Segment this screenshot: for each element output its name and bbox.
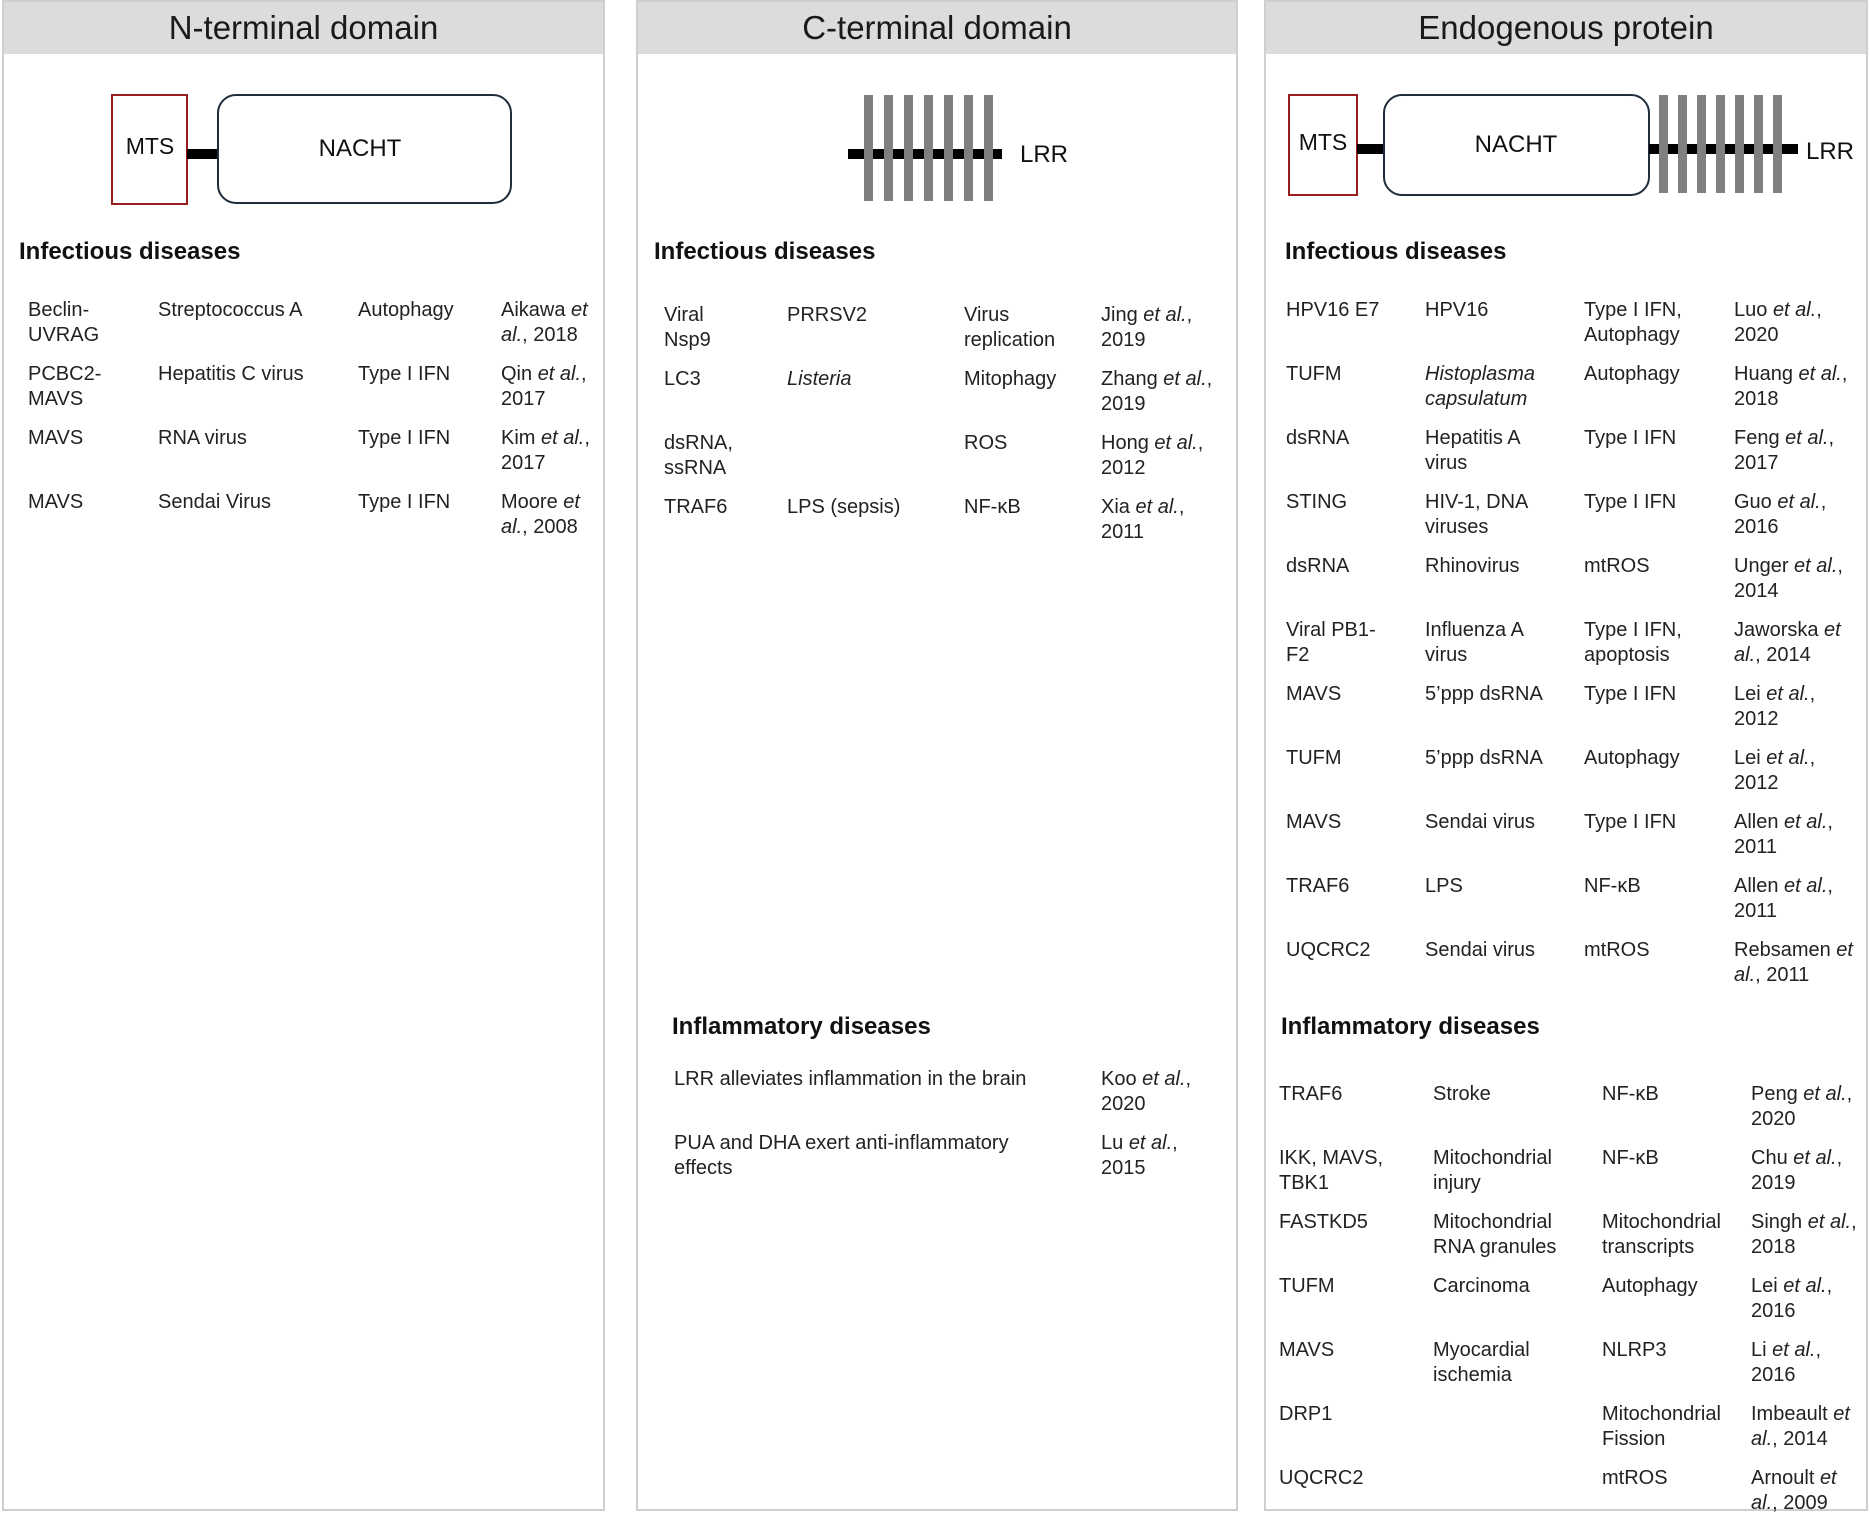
target: TRAF6 — [1279, 1083, 1343, 1105]
effect: Autophagy — [358, 299, 454, 321]
effect: NF-κB — [1602, 1083, 1659, 1105]
agent: HPV16 — [1425, 299, 1489, 321]
ref-year: , 2020 — [1101, 1068, 1192, 1115]
reference: Hong et al., 2012 — [1101, 432, 1204, 479]
effect: NF-κB — [1584, 875, 1641, 897]
ref-year: , 2011 — [1101, 496, 1185, 543]
reference: Aikawa et al., 2018 — [501, 299, 588, 346]
target: IKK, MAVS, TBK1 — [1279, 1147, 1384, 1194]
lrr-repeat — [944, 95, 953, 201]
ref-author: Aikawa — [501, 299, 572, 321]
ref-year: , 2018 — [1734, 363, 1848, 410]
reference: Zhang et al., 2019 — [1101, 368, 1213, 415]
panel-title: C-terminal domain — [638, 2, 1236, 54]
ref-author: Xia — [1101, 496, 1136, 518]
ref-author: Kim — [501, 427, 541, 449]
agent: Listeria — [787, 368, 852, 390]
ref-author: Jing — [1101, 304, 1144, 326]
effect: ROS — [964, 432, 1008, 454]
lrr-repeat — [1754, 95, 1763, 193]
ref-author: Huang — [1734, 363, 1799, 385]
ref-author: Koo — [1101, 1068, 1143, 1090]
target: FASTKD5 — [1279, 1211, 1368, 1233]
reference: Jaworska et al., 2014 — [1734, 619, 1841, 666]
reference: Singh et al., 2018 — [1751, 1211, 1857, 1258]
agent: Myocardial ischemia — [1433, 1339, 1530, 1386]
effect: Type I IFN — [358, 363, 451, 385]
infectious-heading: Infectious diseases — [1285, 238, 1507, 265]
c-terminal-domain-diagram — [638, 2, 1236, 232]
agent: Mitochondrial injury — [1433, 1147, 1552, 1194]
effect: NF-κB — [964, 496, 1021, 518]
target: Viral Nsp9 — [664, 304, 711, 351]
lrr-repeat — [924, 95, 933, 201]
ref-year: , 2011 — [1734, 811, 1833, 858]
ref-author: Hong — [1101, 432, 1155, 454]
effect: Autophagy — [1584, 363, 1680, 385]
ref-author: Allen — [1734, 811, 1785, 833]
target: TRAF6 — [1286, 875, 1350, 897]
n-terminal-domain-diagram — [4, 2, 603, 232]
agent: 5’ppp dsRNA — [1425, 747, 1543, 769]
lrr-repeat — [964, 95, 973, 201]
effect: Autophagy — [1584, 747, 1680, 769]
agent: Influenza A virus — [1425, 619, 1524, 666]
agent: Streptococcus A — [158, 299, 303, 321]
ref-author: Arnoult — [1751, 1467, 1820, 1489]
reference: Lei et al., 2016 — [1751, 1275, 1833, 1322]
ref-year: , 2017 — [501, 363, 587, 410]
lrr-repeat — [1773, 95, 1782, 193]
agent: HIV-1, DNA viruses — [1425, 491, 1529, 538]
lrr-repeats — [864, 95, 993, 201]
lrr-repeat — [864, 95, 873, 201]
ref-year: , 2019 — [1101, 368, 1213, 415]
agent: Stroke — [1433, 1083, 1491, 1105]
target: STING — [1286, 491, 1348, 513]
ref-author: Lei — [1734, 747, 1767, 769]
effect: NLRP3 — [1602, 1339, 1667, 1361]
agent: Sendai virus — [1425, 811, 1536, 833]
reference: Jing et al., 2019 — [1101, 304, 1193, 351]
ref-year: , 2019 — [1101, 304, 1193, 351]
ref-author: Li — [1751, 1339, 1773, 1361]
ref-author: Unger — [1734, 555, 1795, 577]
ref-author: Lu — [1101, 1132, 1129, 1154]
ref-year: , 2012 — [1734, 683, 1816, 730]
reference: Imbeault et al., 2014 — [1751, 1403, 1850, 1450]
target: UQCRC2 — [1279, 1467, 1364, 1489]
reference: Unger et al., 2014 — [1734, 555, 1843, 602]
ref-year: , 2015 — [1101, 1132, 1178, 1179]
agent: Histoplasma capsulatum — [1425, 363, 1536, 410]
reference: Kim et al., 2017 — [501, 427, 590, 474]
effect: Type I IFN — [1584, 811, 1677, 833]
endogenous-protein-diagram — [1266, 2, 1866, 232]
effect: Virus replication — [964, 304, 1056, 351]
lrr-repeat — [1735, 95, 1744, 193]
agent: LPS (sepsis) — [787, 496, 901, 518]
effect: Type I IFN — [358, 491, 451, 513]
reference: Feng et al., 2017 — [1734, 427, 1835, 474]
effect: Mitochondrial Fission — [1602, 1403, 1721, 1450]
agent: Mitochondrial RNA granules — [1433, 1211, 1557, 1258]
target: PCBC2- MAVS — [28, 363, 102, 410]
description: PUA and DHA exert anti-inflammatory effects — [674, 1132, 1009, 1179]
agent: Carcinoma — [1433, 1275, 1530, 1297]
target: MAVS — [28, 491, 84, 513]
ref-author: Luo — [1734, 299, 1773, 321]
lrr-repeat — [1678, 95, 1687, 193]
ref-author: Moore — [501, 491, 564, 513]
agent: RNA virus — [158, 427, 247, 449]
lrr-label: LRR — [1020, 141, 1069, 168]
reference: Allen et al., 2011 — [1734, 811, 1833, 858]
agent: LPS — [1425, 875, 1463, 897]
mts-label: MTS — [1298, 129, 1348, 155]
effect: Type I IFN, apoptosis — [1584, 619, 1682, 666]
ref-author: Lei — [1751, 1275, 1784, 1297]
inflammatory-heading: Inflammatory diseases — [672, 1013, 931, 1040]
agent: PRRSV2 — [787, 304, 868, 326]
panel-title: Endogenous protein — [1266, 2, 1866, 54]
ref-author: Jaworska — [1734, 619, 1825, 641]
reference: Lu et al., 2015 — [1101, 1132, 1178, 1179]
panel-endogenous — [1264, 0, 1868, 1514]
panel-title: N-terminal domain — [4, 2, 603, 54]
ref-year: , 2017 — [501, 427, 590, 474]
ref-author: Allen — [1734, 875, 1785, 897]
ref-year: , 2020 — [1751, 1083, 1853, 1130]
lrr-repeat — [1659, 95, 1668, 193]
reference: Allen et al., 2011 — [1734, 875, 1833, 922]
target: TUFM — [1279, 1275, 1335, 1297]
target: LC3 — [664, 368, 701, 390]
ref-year: , 2012 — [1734, 747, 1816, 794]
target: UQCRC2 — [1286, 939, 1371, 961]
effect: Type I IFN — [1584, 427, 1677, 449]
target: dsRNA — [1286, 555, 1350, 577]
reference: Xia et al., 2011 — [1101, 496, 1185, 543]
reference: Huang et al., 2018 — [1734, 363, 1848, 410]
ref-year: , 2009 — [1772, 1492, 1828, 1514]
effect: Mitochondrial transcripts — [1602, 1211, 1721, 1258]
reference: Peng et al., 2020 — [1751, 1083, 1853, 1130]
target: TUFM — [1286, 363, 1342, 385]
reference: Luo et al., 2020 — [1734, 299, 1822, 346]
effect: Type I IFN, Autophagy — [1584, 299, 1682, 346]
target: TUFM — [1286, 747, 1342, 769]
nacht-label: NACHT — [1474, 131, 1558, 158]
panel-c-terminal — [636, 0, 1238, 1511]
ref-year: , 2011 — [1734, 875, 1833, 922]
effect: NF-κB — [1602, 1147, 1659, 1169]
lrr-repeat — [904, 95, 913, 201]
ref-author: Zhang — [1101, 368, 1164, 390]
target: HPV16 E7 — [1286, 299, 1380, 321]
target: Viral PB1- F2 — [1286, 619, 1376, 666]
target: MAVS — [1286, 683, 1342, 705]
description: LRR alleviates inflammation in the brain — [674, 1068, 1027, 1090]
ref-year: , 2018 — [522, 324, 578, 346]
effect: Mitophagy — [964, 368, 1057, 390]
agent: Sendai virus — [1425, 939, 1536, 961]
ref-year: , 2008 — [522, 516, 578, 538]
ref-year: , 2016 — [1751, 1275, 1833, 1322]
infectious-heading: Infectious diseases — [654, 238, 876, 265]
target: dsRNA, ssRNA — [664, 432, 733, 479]
ref-author: Imbeault — [1751, 1403, 1834, 1425]
effect: Type I IFN — [1584, 491, 1677, 513]
target: MAVS — [28, 427, 84, 449]
ref-year: , 2020 — [1734, 299, 1822, 346]
lrr-repeat — [884, 95, 893, 201]
nacht-label: NACHT — [318, 135, 402, 162]
ref-year: , 2019 — [1751, 1147, 1843, 1194]
target: dsRNA — [1286, 427, 1350, 449]
target: TRAF6 — [664, 496, 728, 518]
target: MAVS — [1286, 811, 1342, 833]
agent: Hepatitis C virus — [158, 363, 304, 385]
reference: Moore et al., 2008 — [501, 491, 580, 538]
mts-label: MTS — [125, 133, 175, 159]
reference: Chu et al., 2019 — [1751, 1147, 1843, 1194]
ref-year: , 2014 — [1734, 555, 1843, 602]
ref-author: Rebsamen — [1734, 939, 1837, 961]
ref-year: , 2014 — [1755, 644, 1811, 666]
lrr-repeat — [1716, 95, 1725, 193]
panel-n-terminal — [2, 0, 605, 1511]
lrr-repeat — [1697, 95, 1706, 193]
ref-year: , 2017 — [1734, 427, 1835, 474]
effect: Type I IFN — [1584, 683, 1677, 705]
ref-author: Guo — [1734, 491, 1778, 513]
ref-year: , 2016 — [1751, 1339, 1822, 1386]
effect: mtROS — [1584, 555, 1650, 577]
lrr-repeat — [984, 95, 993, 201]
ref-author: Feng — [1734, 427, 1786, 449]
inflammatory-heading: Inflammatory diseases — [1281, 1013, 1540, 1040]
infectious-heading: Infectious diseases — [19, 238, 241, 265]
target: Beclin- UVRAG — [28, 299, 100, 346]
reference: Koo et al., 2020 — [1101, 1068, 1192, 1115]
ref-year: , 2018 — [1751, 1211, 1857, 1258]
agent: Hepatitis A virus — [1425, 427, 1521, 474]
ref-author: Lei — [1734, 683, 1767, 705]
ref-year: , 2016 — [1734, 491, 1827, 538]
ref-year: , 2014 — [1772, 1428, 1828, 1450]
ref-author: Peng — [1751, 1083, 1804, 1105]
lrr-label: LRR — [1806, 138, 1855, 165]
reference: Lei et al., 2012 — [1734, 683, 1816, 730]
ref-author: Singh — [1751, 1211, 1808, 1233]
reference: Qin et al., 2017 — [501, 363, 587, 410]
effect: mtROS — [1584, 939, 1650, 961]
ref-author: Qin — [501, 363, 538, 385]
reference: Guo et al., 2016 — [1734, 491, 1827, 538]
reference: Li et al., 2016 — [1751, 1339, 1822, 1386]
effect: Autophagy — [1602, 1275, 1698, 1297]
effect: mtROS — [1602, 1467, 1668, 1489]
ref-year: , 2011 — [1755, 964, 1810, 986]
ref-year: , 2012 — [1101, 432, 1204, 479]
ref-author: Chu — [1751, 1147, 1794, 1169]
agent: Sendai Virus — [158, 491, 272, 513]
reference: Arnoult et al., 2009 — [1751, 1467, 1837, 1514]
target: DRP1 — [1279, 1403, 1333, 1425]
agent: 5’ppp dsRNA — [1425, 683, 1543, 705]
reference: Lei et al., 2012 — [1734, 747, 1816, 794]
target: MAVS — [1279, 1339, 1335, 1361]
effect: Type I IFN — [358, 427, 451, 449]
agent: Rhinovirus — [1425, 555, 1520, 577]
reference: Rebsamen et al., 2011 — [1734, 939, 1853, 986]
